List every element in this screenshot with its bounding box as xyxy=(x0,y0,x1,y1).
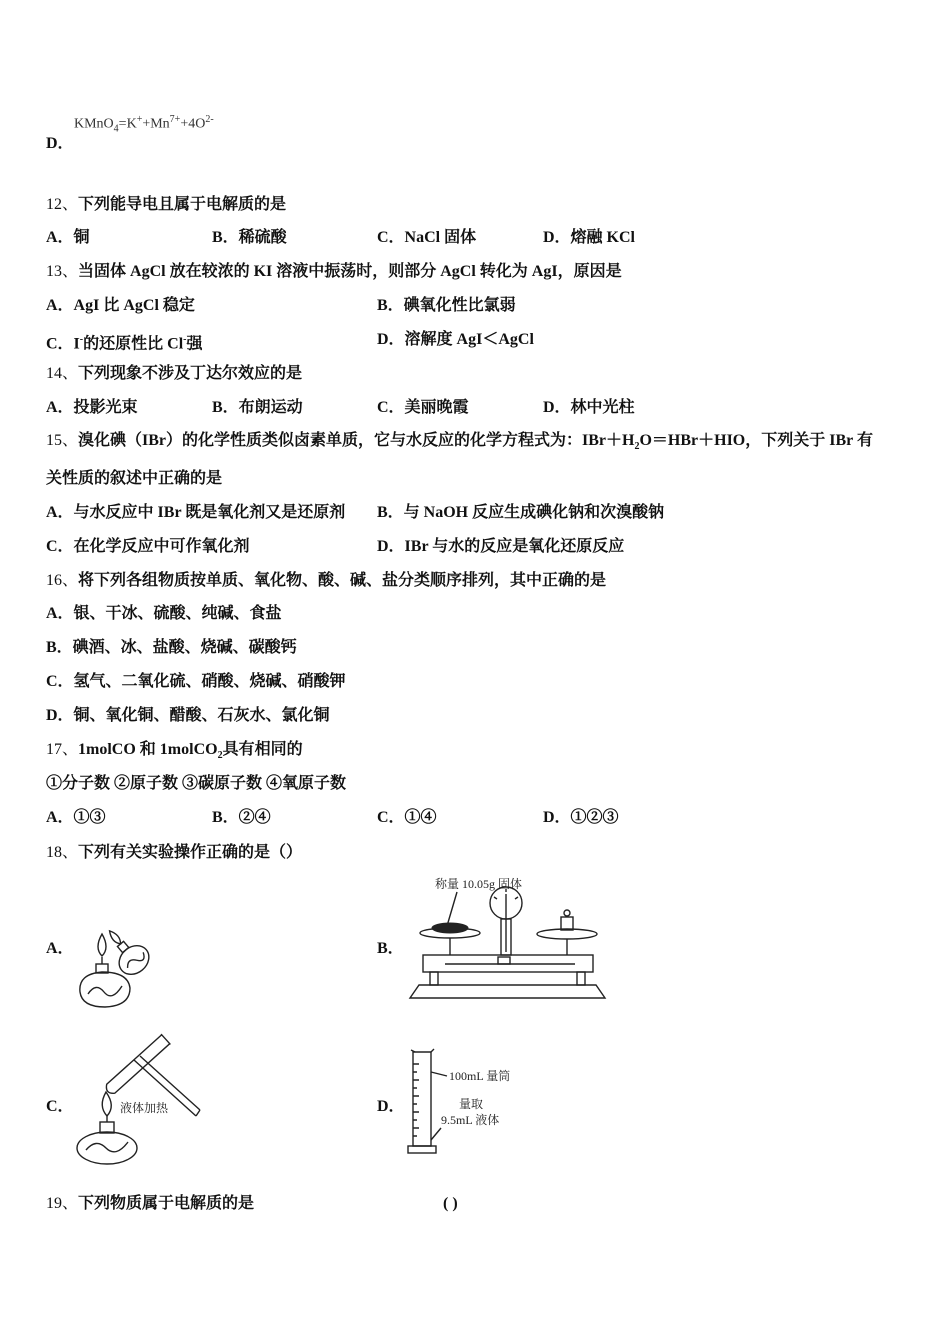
figure-c-label: 液体加热 xyxy=(120,1101,169,1115)
q15-number: 15、 xyxy=(46,432,79,449)
formula-part: +Mn xyxy=(142,116,170,132)
q14-option-a: A．投影光束 xyxy=(46,399,138,416)
q15-option-d: D．IBr 与水的反应是氧化还原反应 xyxy=(377,538,625,555)
upper-lamp-flame xyxy=(107,929,123,946)
cylinder-leader-line xyxy=(431,1072,447,1076)
q14-stem-text: 下列现象不涉及丁达尔效应的是 xyxy=(78,365,303,382)
figure-d-label-measure: 量取 xyxy=(459,1097,484,1111)
q18-option-a-label: A． xyxy=(46,940,74,957)
q17-stem-sub: 2 xyxy=(217,750,223,762)
figure-d-label-volume: 9.5mL 液体 xyxy=(441,1113,500,1127)
q12-option-a: A．铜 xyxy=(46,229,90,246)
figure-b-label: 称量 10.05g 固体 xyxy=(435,877,523,891)
q14-option-b: B．布朗运动 xyxy=(212,399,303,416)
lower-lamp-flame xyxy=(98,934,106,956)
q13-number: 13、 xyxy=(46,263,79,280)
formula-sup: 2- xyxy=(205,114,214,125)
test-tube-glass xyxy=(104,1035,170,1096)
figure-a-lamp-lighting xyxy=(72,922,162,1010)
q16-option-a: A．银、干冰、硫酸、纯碱、食盐 xyxy=(46,605,282,622)
left-leg xyxy=(430,972,438,985)
q13-option-b: B．碘氧化性比氯弱 xyxy=(377,297,516,314)
q17-stem xyxy=(46,740,303,766)
q17-option-a: A．①③ xyxy=(46,809,106,826)
q12-stem-text: 下列能导电且属于电解质的是 xyxy=(78,196,287,213)
q19-number: 19、 xyxy=(46,1195,79,1212)
q12-stem xyxy=(46,195,286,215)
formula-part: =K xyxy=(118,116,137,132)
balance-base xyxy=(410,985,605,998)
q13-option-a: A．AgI 比 AgCl 稳定 xyxy=(46,297,195,314)
beam-rider xyxy=(498,957,510,964)
q16-stem xyxy=(46,571,606,591)
q15-stem xyxy=(46,431,873,457)
figure-d-cylinder xyxy=(405,1046,525,1158)
q15-stem-part: O＝HBr＋HIO，下列关于 IBr 有 xyxy=(639,432,873,449)
formula-sup: 7+ xyxy=(169,114,181,125)
q17-items: ①分子数 ②原子数 ③碳原子数 ④氧原子数 xyxy=(46,775,347,792)
q15-option-a: A．与水反应中 IBr 既是氧化剂又是还原剂 xyxy=(46,504,346,521)
formula-part: +4O xyxy=(180,116,206,132)
q18-option-c-label: C． xyxy=(46,1098,74,1115)
q12-option-b: B．稀硫酸 xyxy=(212,229,287,246)
q17-option-d: D．①②③ xyxy=(543,809,619,826)
q18-option-b-label: B． xyxy=(377,940,404,957)
q15-stem-part: 溴化碘（IBr）的化学性质类似卤素单质，它与水反应的化学方程式为：IBr＋H xyxy=(78,432,635,449)
q15-option-b: B．与 NaOH 反应生成碘化钠和次溴酸钠 xyxy=(377,504,665,521)
lower-lamp-decoration xyxy=(88,986,122,996)
q15-stem-sub: 2 xyxy=(634,441,640,453)
figure-b-balance xyxy=(405,872,610,1004)
cylinder-base xyxy=(408,1146,436,1153)
q19-stem-text: 下列物质属于电解质的是 xyxy=(78,1195,255,1212)
right-leg xyxy=(577,972,585,985)
q14-option-d: D．林中光柱 xyxy=(543,399,635,416)
q13-stem xyxy=(46,262,622,282)
test-tube-mouth xyxy=(161,1034,170,1044)
q13-option-c-sup: - xyxy=(79,334,84,345)
figure-d-label-cylinder: 100mL 量筒 xyxy=(449,1069,511,1083)
q16-option-c: C．氢气、二氧化硫、硝酸、烧碱、硝酸钾 xyxy=(46,673,346,690)
volume-leader-line xyxy=(431,1128,441,1140)
q14-number: 14、 xyxy=(46,365,79,382)
test-tube xyxy=(103,1034,170,1097)
formula-sub: 4 xyxy=(113,123,119,135)
q18-option-d-label: D． xyxy=(377,1098,405,1115)
q16-option-b: B．碘酒、冰、盐酸、烧碱、碳酸钙 xyxy=(46,639,297,656)
lower-lamp-body xyxy=(80,972,130,1007)
q16-number: 16、 xyxy=(46,572,79,589)
formula-part: KMnO xyxy=(74,116,114,132)
q12-option-d: D．熔融 KCl xyxy=(543,229,636,246)
q17-option-c: C．①④ xyxy=(377,809,437,826)
cylinder-scale-ticks xyxy=(413,1064,419,1136)
q15-option-c: C．在化学反应中可作氧化剂 xyxy=(46,538,250,555)
q13-option-c-sup: - xyxy=(183,334,187,345)
q17-number: 17、 xyxy=(46,741,79,758)
q18-stem-text: 下列有关实验操作正确的是（） xyxy=(78,844,303,861)
cylinder-body xyxy=(413,1052,431,1146)
upper-lamp-decoration xyxy=(125,951,147,971)
weight-knob xyxy=(564,910,570,916)
q13-stem-text: 当固体 AgCl 放在较浓的 KI 溶液中振荡时，则部分 AgCl 转化为 AgI，原因是 xyxy=(78,263,622,280)
option-d-formula xyxy=(74,114,214,134)
formula-sup: + xyxy=(136,114,143,125)
q13-option-c xyxy=(46,330,203,354)
weight xyxy=(561,917,573,930)
figure-b-leader-line xyxy=(447,892,457,926)
q13-option-c-part: 强 xyxy=(186,335,203,353)
lamp-decoration xyxy=(86,1142,128,1152)
q11-option-d-label: D． xyxy=(46,135,74,152)
q17-stem-part: 1molCO 和 1molCO xyxy=(78,741,218,758)
q17-stem-part: 具有相同的 xyxy=(222,741,303,758)
q16-stem-text: 将下列各组物质按单质、氧化物、酸、碱、盐分类顺序排列，其中正确的是 xyxy=(78,572,607,589)
figure-c-heating xyxy=(72,1036,202,1168)
lamp-flame xyxy=(102,1092,111,1116)
q14-option-c: C．美丽晚霞 xyxy=(377,399,469,416)
q15-stem-line2: 关性质的叙述中正确的是 xyxy=(46,470,223,487)
q16-option-d: D．铜、氧化铜、醋酸、石灰水、氯化铜 xyxy=(46,707,330,724)
q13-option-c-part: C．I xyxy=(46,335,80,353)
q17-option-b: B．②④ xyxy=(212,809,271,826)
q13-option-c-part: 的还原性比 Cl xyxy=(83,335,184,353)
q13-option-d: D．溶解度 AgI＜AgCl xyxy=(377,331,534,348)
q12-option-c: C．NaCl 固体 xyxy=(377,229,477,246)
q19-stem xyxy=(46,1194,254,1214)
q14-stem xyxy=(46,364,302,384)
q18-stem xyxy=(46,843,302,863)
q12-number: 12、 xyxy=(46,196,79,213)
q19-answer-blank: ( ) xyxy=(443,1195,458,1212)
q18-number: 18、 xyxy=(46,844,79,861)
